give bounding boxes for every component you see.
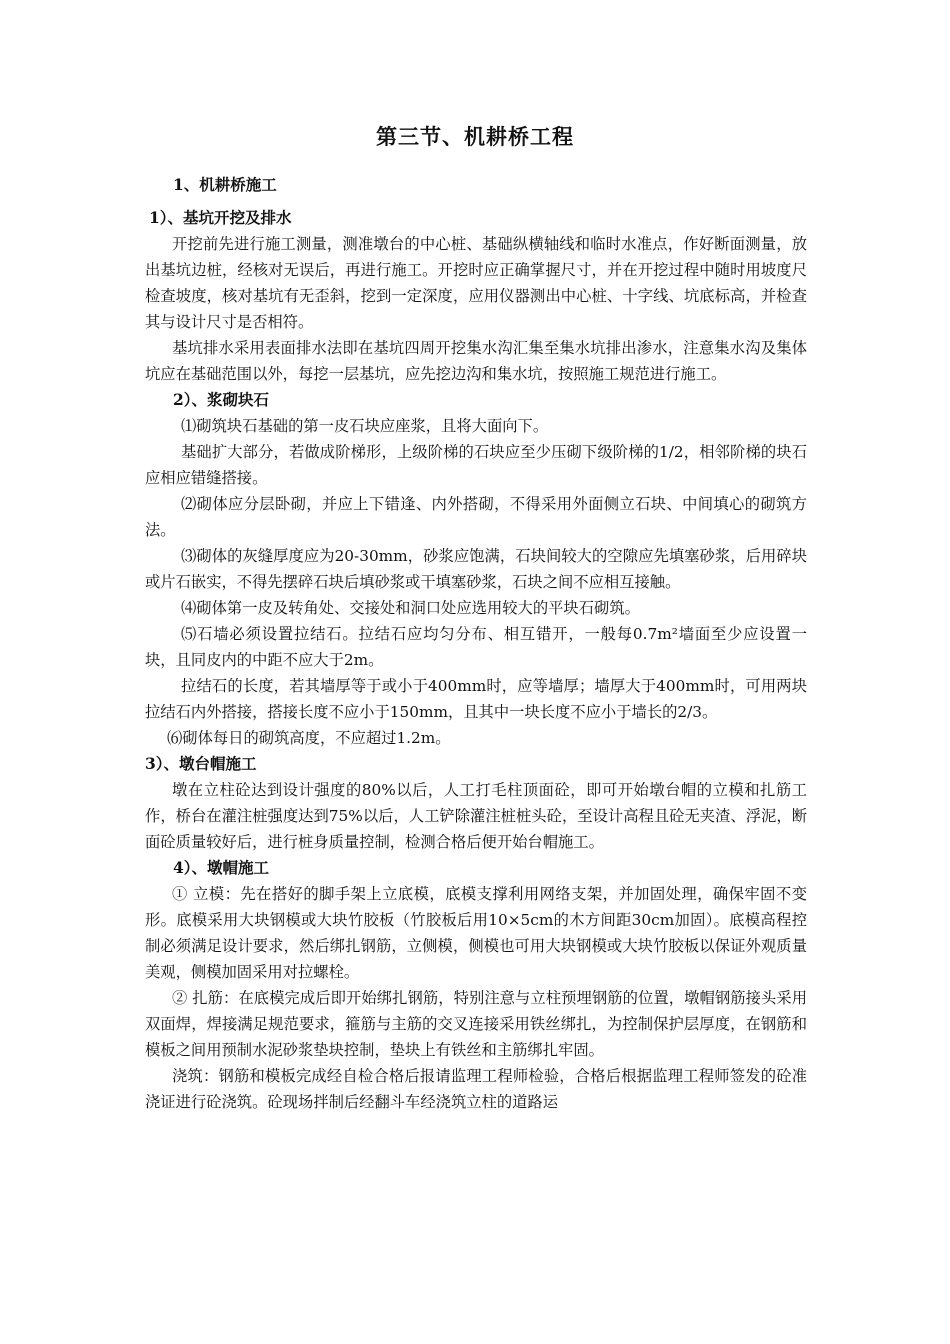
body-paragraph: 基坑排水采用表面排水法即在基坑四周开挖集水沟汇集至集水坑排出渗水，注意集水沟及集体坑应在基础范围以外，每挖一层基坑，应先挖边沟和集水坑，按照施工规范进行施工。 (145, 339, 807, 383)
body-paragraph: 拉结石的长度，若其墙厚等于或小于400mm时，应等墙厚；墙厚大于400mm时，可用两块拉结石内外搭接，搭接长度不应小于150mm，且其中一块长度不应小于墙长的2/3。 (145, 677, 807, 721)
section-title: 第三节、机耕桥工程 (376, 124, 574, 149)
body-paragraph: ⑵砌体应分层卧砌，并应上下错逢、内外搭砌，不得采用外面侧立石块、中间填心的砌筑方法。 (145, 495, 807, 539)
section-heading: 2）、浆砌块石 (173, 390, 270, 409)
body-paragraph: ⑴砌筑块石基础的第一皮石块应座浆，且将大面向下。 (181, 417, 549, 435)
section-heading: 1、机耕桥施工 (173, 175, 277, 194)
section-heading: 3）、墩台帽施工 (145, 754, 257, 773)
document-body (145, 172, 807, 1115)
body-paragraph: ② 扎筋：在底模完成后即开始绑扎钢筋，特别注意与立柱预埋钢筋的位置，墩帽钢筋接头采用双面焊，焊接满足规范要求，箍筋与主筋的交叉连接采用铁丝绑扎，为控制保护层厚度，在钢筋和模板之间用预制水泥砂浆垫块控制，垫块上有铁丝和主筋绑扎牢固。 (145, 989, 807, 1059)
body-paragraph: 墩在立柱砼达到设计强度的80%以后，人工打毛柱顶面砼，即可开始墩台帽的立模和扎筋工作，桥台在灌注桩强度达到75%以后，人工铲除灌注桩桩头砼，至设计高程且砼无夹渣、浮泥，断面砼质量较好后，进行桩身质量控制，检测合格后便开始台帽施工。 (145, 781, 807, 851)
section-heading: 4）、墩帽施工 (173, 858, 270, 877)
body-paragraph: ⑹砌体每日的砌筑高度，不应超过1.2m。 (167, 729, 451, 747)
body-paragraph: 基础扩大部分，若做成阶梯形，上级阶梯的石块应至少压砌下级阶梯的1/2，相邻阶梯的块石应相应错缝搭接。 (145, 443, 807, 487)
body-paragraph: 浇筑：钢筋和模板完成经自检合格后报请监理工程师检验，合格后根据监理工程师签发的砼准浇证进行砼浇筑。砼现场拌制后经翻斗车经浇筑立柱的道路运 (145, 1067, 807, 1111)
body-paragraph: ⑶砌体的灰缝厚度应为20-30mm，砂浆应饱满，石块间较大的空隙应先填塞砂浆，后用碎块或片石嵌实，不得先摆碎石块后填砂浆或干填塞砂浆，石块之间不应相互接触。 (145, 547, 807, 591)
section-heading: 1）、基坑开挖及排水 (149, 208, 292, 227)
body-paragraph: ⑸石墙必须设置拉结石。拉结石应均匀分布、相互错开，一般每0.7m²墙面至少应设置一块，且同皮内的中距不应大于2m。 (145, 625, 807, 669)
body-paragraph: ① 立模：先在搭好的脚手架上立底模，底模支撑利用网络支架，并加固处理，确保牢固不变形。底模采用大块钢模或大块竹胶板（竹胶板后用10×5cm的木方间距30cm加固）。底模高程控制必须满足设计要求，然后绑扎钢筋，立侧模，侧模也可用大块钢模或大块竹胶板以保证外观质量美观，侧模加固采用对拉螺栓。 (145, 885, 807, 981)
body-paragraph: ⑷砌体第一皮及转角处、交接处和洞口处应选用较大的平块石砌筑。 (181, 599, 640, 617)
body-paragraph: 开挖前先进行施工测量，测准墩台的中心桩、基础纵横轴线和临时水准点，作好断面测量，放出基坑边桩，经核对无误后，再进行施工。开挖时应正确掌握尺寸，并在开挖过程中随时用坡度尺检查坡度，核对基坑有无歪斜，挖到一定深度，应用仪器测出中心桩、十字线、坑底标高，并检查其与设计尺寸是否相符。 (145, 235, 807, 331)
